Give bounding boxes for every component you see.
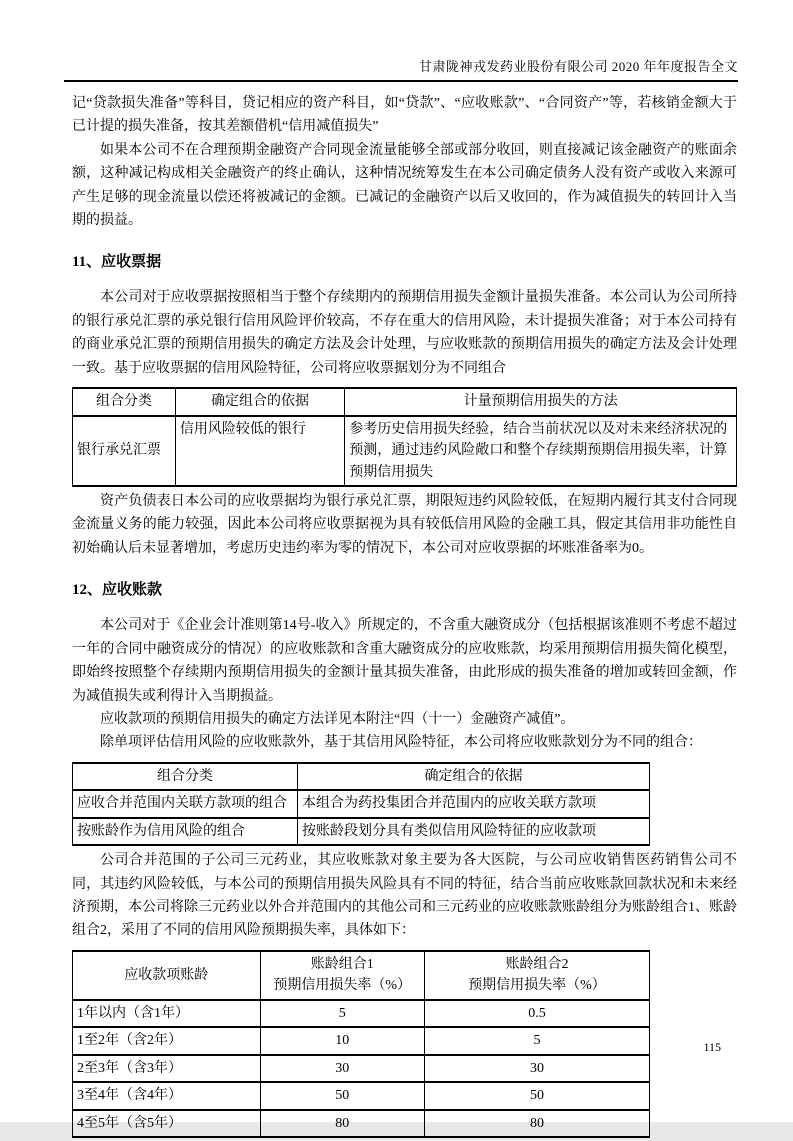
table-row: [73, 1055, 650, 1083]
section-12-paragraph-1: 本公司对于《企业会计准则第14号-收入》所规定的，不含重大融资成分（包括根据该准则不考虑不超过一年的合同中融资成分的情况）的应收账款和含重大融资成分的应收账款，均采用预期信用损失简化模型，即始终按照整个存续期内预期信用损失的金额计量其损失准备，由此形成的损失准备的增加或转回金额，作为减值损失或利得计入当期损益。: [72, 618, 737, 704]
cell-aging-band: 3至4年（含4年）: [73, 1082, 261, 1110]
paragraph-derecognition: 如果本公司不在合理预期金融资产合同现金流量能够全部或部分收回，则直接减记该金融资产的账面余额，这种减记构成相关金融资产的终止确认，这种情况统筹发生在本公司确定债务人没有资产或收入来源可产生足够的现金流量以偿还将被减记的金额。已减记的金融资产以后又收回的，作为减值损失的转回计入当期的损益。: [72, 142, 737, 229]
table-row: [73, 818, 650, 846]
receivable-groups-table: [72, 762, 650, 847]
cell-group2-rate: 5: [424, 1027, 649, 1055]
table-header-row: [73, 763, 650, 791]
table-header-row: [73, 951, 650, 1000]
col-header-ecl-method: 计量预期信用损失的方法: [345, 388, 737, 416]
cell-group2-rate: 80: [424, 1110, 649, 1138]
col-header-group-class: 组合分类: [73, 388, 176, 416]
section-11-paragraph-2: 资产负债表日本公司的应收票据均为银行承兑汇票，期限短违约风险较低，在短期内履行其支付合同现金流量义务的能力较强，因此本公司将应收票据视为具有较低信用风险的金融工具，假定其信用非功能性自初始确认后未显著增加，考虑历史违约率为零的情况下，本公司对应收票据的坏账准备率为0。: [72, 494, 737, 556]
table-row: [73, 1110, 650, 1138]
cell-aging-band: 1年以内（含1年）: [73, 1000, 261, 1028]
table-row: [73, 1027, 650, 1055]
cell-ecl-method: 参考历史信用损失经验，结合当前状况以及对未来经济状况的预测，通过违约风险敞口和整个存续期预期信用损失率，计算预期信用损失: [345, 416, 737, 487]
cell-group2-rate: 30: [424, 1055, 649, 1083]
col-header-group-class: 组合分类: [73, 763, 298, 791]
cell-group-class: 应收合并范围内关联方款项的组合: [73, 790, 298, 818]
section-11-heading: 11、应收票据: [72, 254, 162, 271]
cell-group1-rate: 50: [260, 1082, 424, 1110]
section-12-heading: 12、应收账款: [72, 582, 163, 599]
table-row: [73, 790, 650, 818]
section-12-paragraph-2: 应收款项的预期信用损失的确定方法详见本附注“四（十一）金融资产减值”。: [100, 711, 575, 727]
col-header-group-basis: 确定组合的依据: [298, 763, 650, 791]
section-12-paragraph-4: 公司合并范围的子公司三元药业，其应收账款对象主要为各大医院，与公司应收销售医药销售公司不同，其违约风险较低，与本公司的预期信用损失风险具有不同的特征，结合当前应收账款回款状况和未来经济预期，本公司将除三元药业以外合并范围内的其他公司和三元药业的应收账款账龄组分为账龄组合1、账龄组合2，采用了不同的信用风险预期损失率，具体如下：: [72, 853, 737, 939]
cell-aging-band: 1至2年（含2年）: [73, 1027, 261, 1055]
page-content: [72, 92, 737, 1141]
cell-group-basis: 本组合为药投集团合并范围内的应收关联方款项: [298, 790, 650, 818]
page-number: 115: [703, 1040, 721, 1054]
paragraph-writeoff-continued: 记“贷款损失准备”等科目，贷记相应的资产科目，如“贷款”、“应收账款”、“合同资产”等，若核销金额大于已计提的损失准备，按其差额借机“信用减值损失”: [72, 96, 737, 135]
table-row: [73, 1082, 650, 1110]
cell-group2-rate: 50: [424, 1082, 649, 1110]
col-header-group-basis: 确定组合的依据: [175, 388, 344, 416]
table-header-row: [73, 388, 737, 416]
aging-group-1-label: 账龄组合1: [310, 956, 374, 972]
aging-ecl-rate-table: [72, 950, 650, 1139]
aging-group-1-rate-label: 预期信用损失率（%）: [273, 978, 412, 994]
cell-group1-rate: 5: [260, 1000, 424, 1028]
cell-group2-rate: 0.5: [424, 1000, 649, 1028]
col-header-aging-group-1: [260, 951, 424, 1000]
cell-group1-rate: 80: [260, 1110, 424, 1138]
section-12-paragraph-3: 除单项评估信用风险的应收账款外，基于其信用风险特征，本公司将应收账款划分为不同的组合：: [100, 735, 702, 751]
cell-group-class: 银行承兑汇票: [73, 416, 176, 487]
cell-aging-band: 2至3年（含3年）: [73, 1055, 261, 1083]
cell-group-basis: 按账龄段划分具有类似信用风险特征的应收款项: [298, 818, 650, 846]
cell-group-basis: 信用风险较低的银行: [175, 416, 344, 487]
notes-receivable-table: [72, 387, 737, 487]
col-header-aging: 应收款项账龄: [73, 951, 261, 1000]
table-row: [73, 1000, 650, 1028]
page-header-title: 甘肃陇神戎发药业股份有限公司 2020 年年度报告全文: [64, 56, 738, 82]
aging-group-2-label: 账龄组合2: [505, 956, 569, 972]
cell-group-class: 按账龄作为信用风险的组合: [73, 818, 298, 846]
aging-group-2-rate-label: 预期信用损失率（%）: [468, 978, 606, 994]
cell-group1-rate: 30: [260, 1055, 424, 1083]
col-header-aging-group-2: [424, 951, 649, 1000]
section-11-paragraph-1: 本公司对于应收票据按照相当于整个存续期内的预期信用损失金额计量损失准备。本公司认为公司所持的银行承兑汇票的承兑银行信用风险评价较高，不存在重大的信用风险，未计提损失准备；对于本公司持有的商业承兑汇票的预期信用损失的确定方法及会计处理，与应收账款的预期信用损失的确定方法及会计处理一致。基于应收票据的信用风险特征，公司将应收票据划分为不同组合: [72, 290, 737, 376]
cell-group1-rate: 10: [260, 1027, 424, 1055]
cell-aging-band: 4至5年（含5年）: [73, 1110, 261, 1138]
table-row: [73, 416, 737, 487]
